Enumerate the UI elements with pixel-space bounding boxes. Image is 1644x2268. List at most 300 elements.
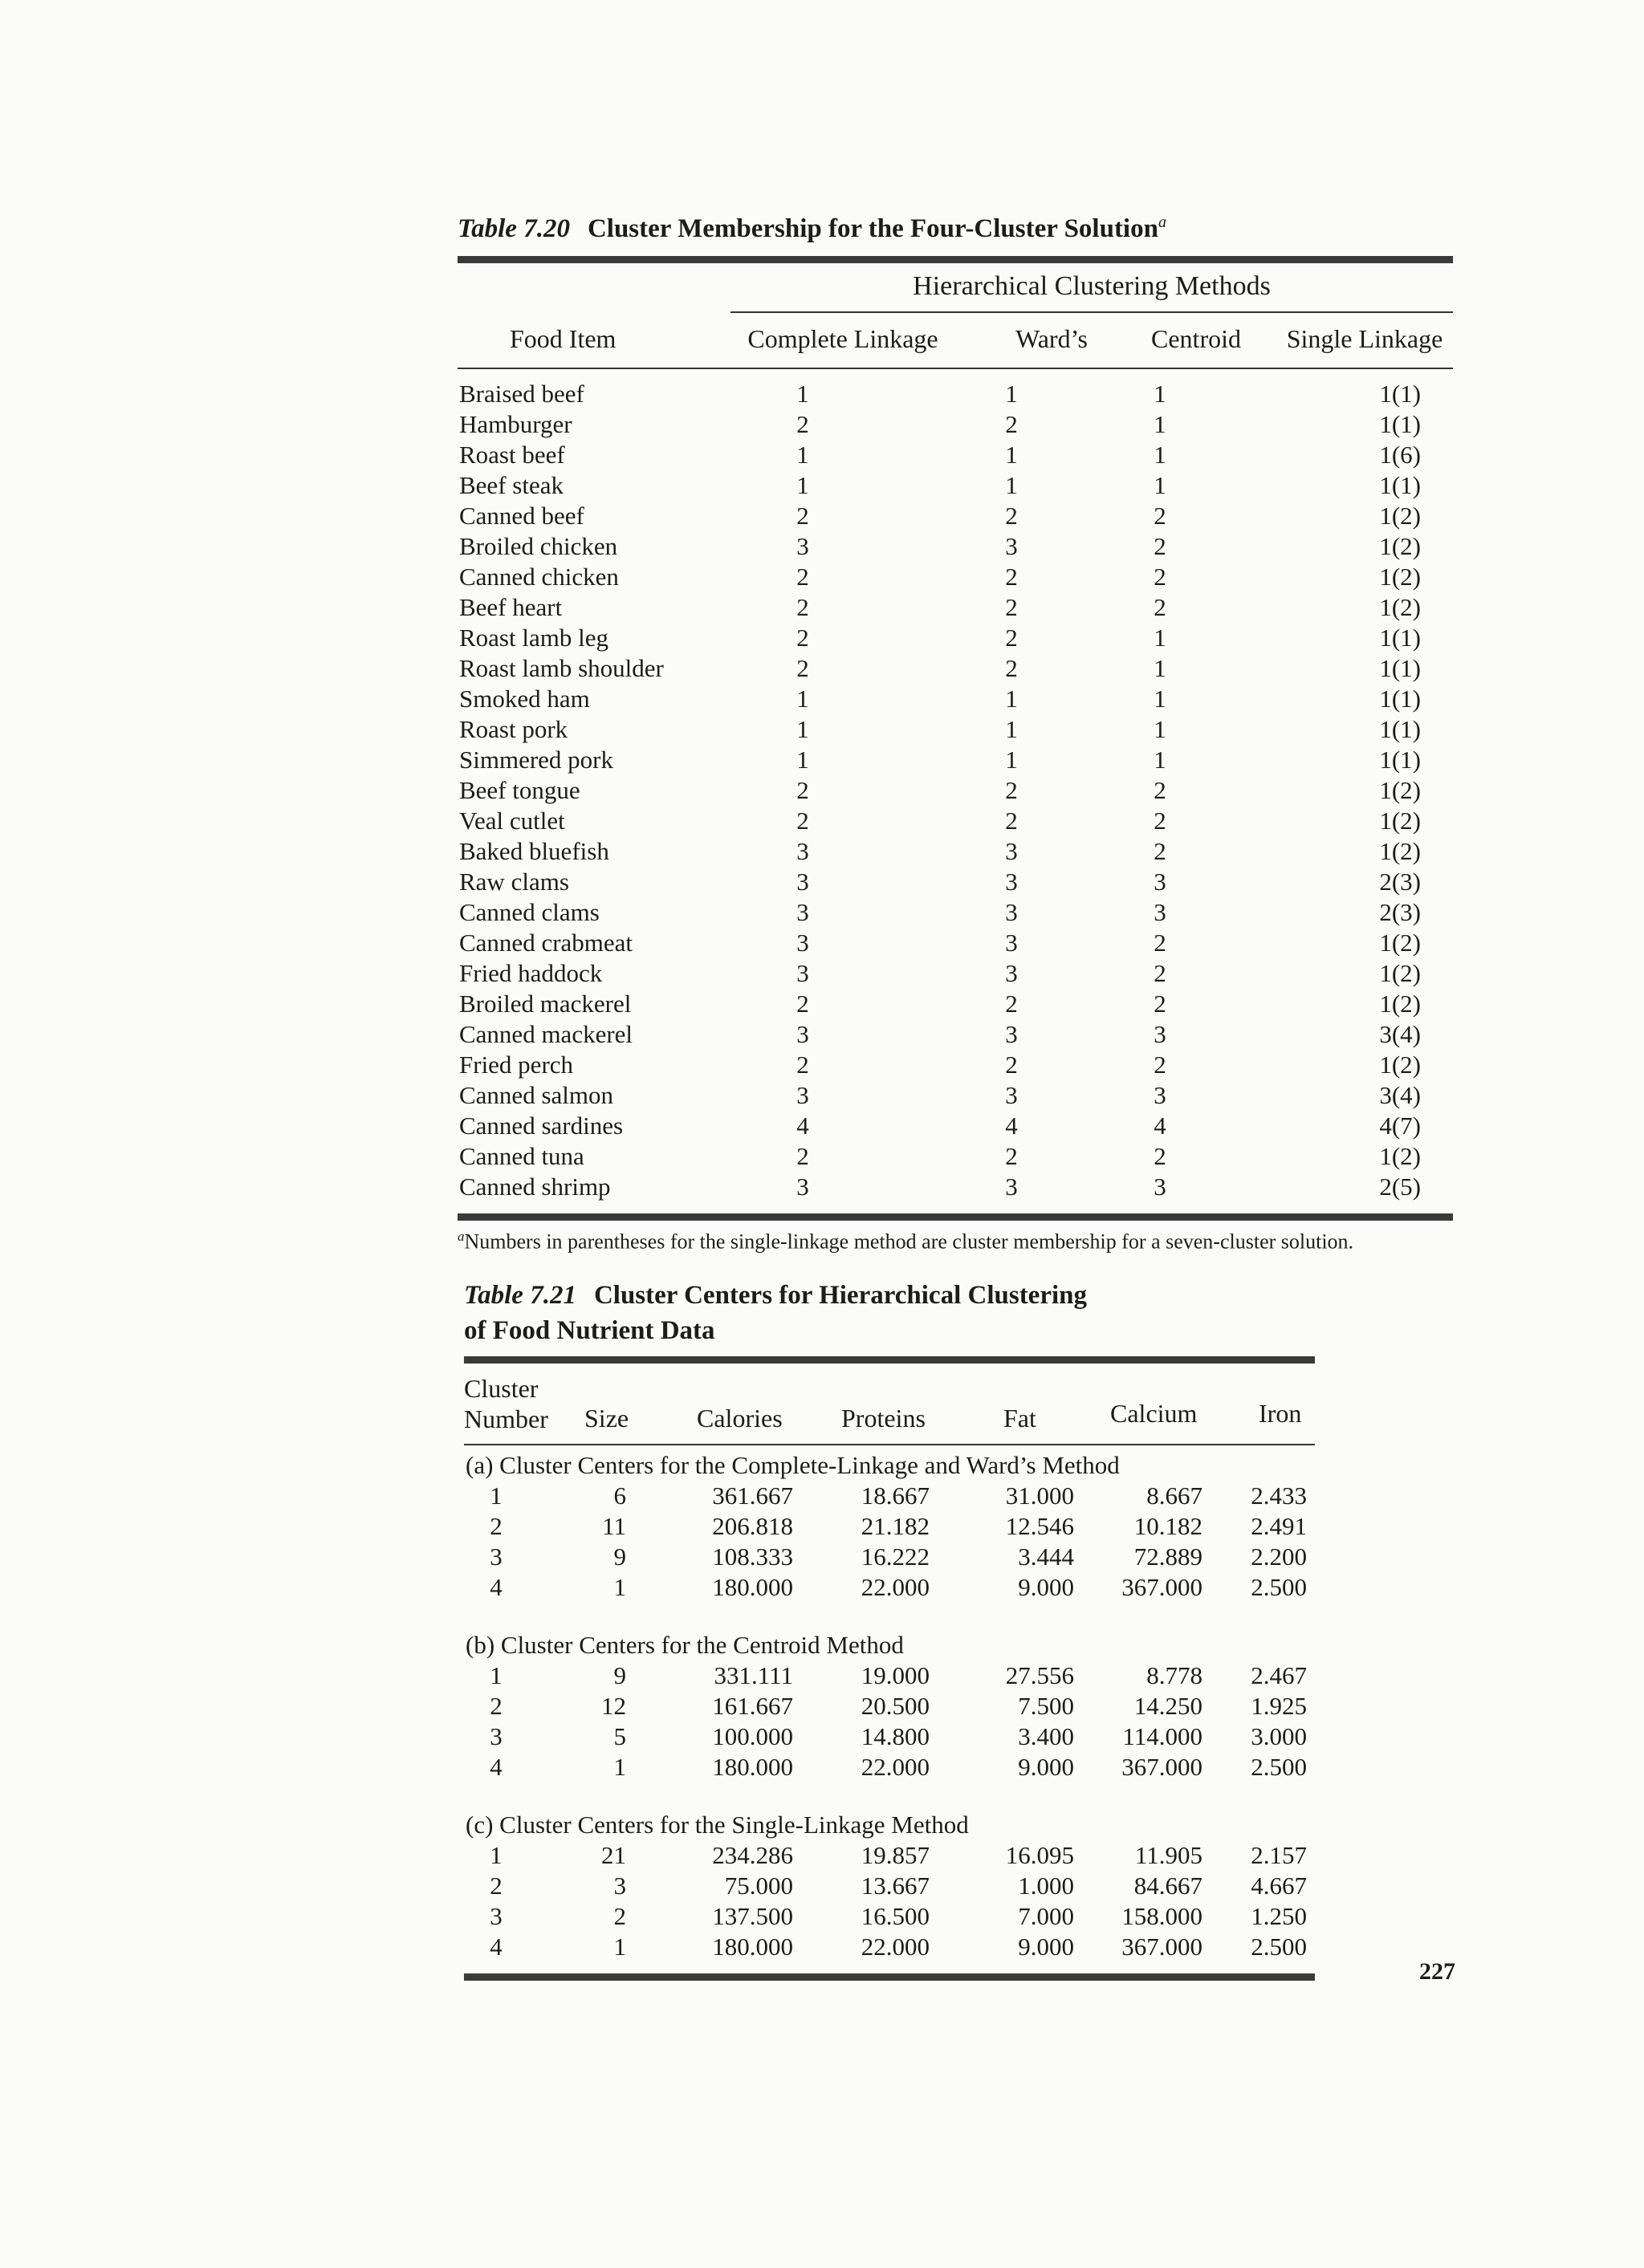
bottom-rule (458, 1213, 1453, 1221)
table-title-line-2: of Food Nutrient Data (464, 1316, 715, 1345)
table-body (464, 1450, 1315, 1962)
cell-calories: 180.000 (712, 1573, 793, 1601)
cell-centroid: 4 (1154, 1112, 1166, 1140)
cell-food-item: Beef tongue (459, 776, 580, 804)
table-row (458, 989, 1453, 1019)
table-row (458, 1141, 1453, 1172)
header-rule (458, 368, 1453, 369)
cell-single-linkage: 1(2) (1379, 959, 1421, 987)
cell-food-item: Canned mackerel (459, 1020, 633, 1048)
cell-single-linkage: 2(3) (1379, 868, 1421, 896)
cell-food-item: Smoked ham (459, 685, 590, 713)
cell-wards: 3 (1005, 959, 1018, 987)
cell-complete-linkage: 2 (796, 990, 809, 1018)
cell-cluster-number: 3 (490, 1902, 503, 1930)
table-row (458, 623, 1453, 653)
col-header-proteins: Proteins (841, 1404, 926, 1433)
cell-cluster-number: 1 (490, 1482, 503, 1510)
cell-fat: 31.000 (1005, 1482, 1074, 1510)
cell-fat: 3.400 (1018, 1722, 1074, 1750)
table-7-20 (458, 205, 1453, 1254)
cell-calcium: 11.905 (1134, 1841, 1202, 1869)
cell-wards: 1 (1005, 441, 1018, 469)
cell-single-linkage: 1(1) (1379, 624, 1421, 652)
cell-fat: 12.546 (1005, 1512, 1074, 1540)
cell-calcium: 367.000 (1121, 1933, 1202, 1961)
cell-single-linkage: 4(7) (1379, 1112, 1421, 1140)
table-row (458, 928, 1453, 958)
cell-fat: 9.000 (1018, 1573, 1074, 1601)
header-rule (464, 1444, 1315, 1445)
cell-calcium: 114.000 (1122, 1722, 1202, 1750)
cell-wards: 2 (1005, 410, 1018, 438)
table-row (458, 409, 1453, 440)
cell-cluster-number: 3 (490, 1722, 503, 1750)
cell-complete-linkage: 2 (796, 776, 809, 804)
col-header-fat: Fat (1003, 1404, 1036, 1433)
col-header-complete-linkage: Complete Linkage (747, 324, 938, 353)
table-row (464, 1511, 1315, 1542)
cell-complete-linkage: 3 (796, 898, 809, 926)
cell-centroid: 2 (1154, 593, 1166, 621)
table-row (458, 897, 1453, 928)
table-title: Cluster Membership for the Four-Cluster Solution (587, 214, 1158, 243)
cell-food-item: Roast lamb leg (459, 624, 608, 652)
table-row (458, 1050, 1453, 1080)
table-row (458, 531, 1453, 562)
cell-size: 9 (613, 1542, 626, 1571)
table-row (458, 440, 1453, 470)
cell-single-linkage: 1(2) (1379, 776, 1421, 804)
cell-wards: 1 (1005, 380, 1018, 408)
table-row (464, 1752, 1315, 1782)
table-row (464, 1721, 1315, 1752)
cell-proteins: 20.500 (861, 1692, 930, 1720)
cell-centroid: 1 (1154, 624, 1166, 652)
table-row (458, 592, 1453, 623)
cell-calories: 331.111 (714, 1661, 793, 1689)
col-header-cluster-number (464, 1373, 548, 1434)
cell-proteins: 19.857 (861, 1841, 930, 1869)
cell-centroid: 3 (1154, 1081, 1166, 1109)
cell-fat: 1.000 (1018, 1872, 1074, 1900)
cell-complete-linkage: 1 (796, 746, 809, 774)
cell-calories: 361.667 (712, 1482, 793, 1510)
table-row (458, 684, 1453, 714)
table-number: Table 7.20 (458, 214, 570, 243)
table-row (464, 1691, 1315, 1721)
cell-centroid: 2 (1154, 990, 1166, 1018)
cell-food-item: Roast beef (459, 441, 565, 469)
table-row (458, 379, 1453, 409)
cell-food-item: Simmered pork (459, 746, 613, 774)
cell-centroid: 2 (1154, 1051, 1166, 1079)
cell-calcium: 8.778 (1146, 1661, 1202, 1689)
cell-single-linkage: 1(2) (1379, 807, 1421, 835)
top-rule (464, 1356, 1315, 1364)
cell-proteins: 16.222 (861, 1542, 930, 1571)
cell-size: 1 (613, 1753, 626, 1781)
cell-fat: 9.000 (1018, 1753, 1074, 1781)
top-rule (458, 256, 1453, 263)
cell-complete-linkage: 2 (796, 1142, 809, 1170)
cell-wards: 3 (1005, 868, 1018, 896)
table-footnote (458, 1229, 1453, 1254)
cell-complete-linkage: 3 (796, 532, 809, 560)
cell-calcium: 72.889 (1133, 1542, 1202, 1571)
table-row (464, 1932, 1315, 1962)
cell-iron: 2.467 (1251, 1661, 1307, 1689)
cell-cluster-number: 1 (490, 1661, 503, 1689)
cell-complete-linkage: 2 (796, 502, 809, 530)
cell-calories: 234.286 (712, 1841, 793, 1869)
cell-centroid: 2 (1154, 502, 1166, 530)
cell-complete-linkage: 2 (796, 410, 809, 438)
cell-calcium: 367.000 (1121, 1753, 1202, 1781)
cell-centroid: 2 (1154, 532, 1166, 560)
cell-centroid: 3 (1154, 1173, 1166, 1201)
bottom-rule (464, 1973, 1315, 1981)
col-header-food-item: Food Item (510, 324, 616, 353)
column-headers (464, 1364, 1315, 1444)
table-row (458, 1172, 1453, 1202)
cell-centroid: 1 (1154, 441, 1166, 469)
cell-complete-linkage: 2 (796, 807, 809, 835)
cell-food-item: Beef steak (459, 471, 564, 499)
cell-fat: 16.095 (1005, 1841, 1074, 1869)
col-header-calcium: Calcium (1110, 1399, 1198, 1428)
cell-complete-linkage: 1 (796, 471, 809, 499)
cluster-section (464, 1630, 1315, 1782)
table-row (458, 653, 1453, 684)
cell-cluster-number: 2 (490, 1872, 503, 1900)
table-row (464, 1660, 1315, 1691)
cell-complete-linkage: 1 (796, 685, 809, 713)
table-row (458, 470, 1453, 501)
cell-fat: 3.444 (1018, 1542, 1074, 1571)
cell-calories: 180.000 (712, 1933, 793, 1961)
cell-iron: 2.200 (1251, 1542, 1307, 1571)
cell-iron: 3.000 (1251, 1722, 1307, 1750)
col-header-wards: Ward’s (1015, 324, 1088, 353)
cell-single-linkage: 1(2) (1379, 593, 1421, 621)
page-number: 227 (1419, 1958, 1455, 1985)
cell-single-linkage: 2(5) (1379, 1173, 1421, 1201)
cell-centroid: 1 (1154, 380, 1166, 408)
cell-fat: 27.556 (1005, 1661, 1074, 1689)
cell-wards: 3 (1005, 1173, 1018, 1201)
cell-centroid: 3 (1154, 898, 1166, 926)
cell-centroid: 1 (1154, 654, 1166, 682)
col-header-centroid: Centroid (1151, 324, 1241, 353)
table-row (458, 775, 1453, 806)
cell-complete-linkage: 3 (796, 1173, 809, 1201)
cell-iron: 2.500 (1251, 1933, 1307, 1961)
cell-centroid: 2 (1154, 807, 1166, 835)
col-header-cluster-line-2: Number (464, 1404, 548, 1433)
table-number: Table 7.21 (464, 1281, 576, 1310)
cell-calories: 100.000 (712, 1722, 793, 1750)
table-7-21-caption (464, 1278, 1315, 1348)
cell-single-linkage: 1(2) (1379, 1051, 1421, 1079)
cell-iron: 2.500 (1251, 1753, 1307, 1781)
cell-complete-linkage: 2 (796, 654, 809, 682)
cell-cluster-number: 3 (490, 1542, 503, 1571)
table-row (458, 1019, 1453, 1050)
footnote-marker: a (458, 1229, 465, 1244)
cell-complete-linkage: 3 (796, 1020, 809, 1048)
table-row (464, 1871, 1315, 1901)
cell-wards: 2 (1005, 1051, 1018, 1079)
cell-centroid: 2 (1154, 1142, 1166, 1170)
footnote-marker: a (1158, 213, 1166, 231)
col-header-single-linkage: Single Linkage (1286, 324, 1443, 353)
cell-centroid: 1 (1154, 685, 1166, 713)
cell-iron: 4.667 (1251, 1872, 1307, 1900)
cell-food-item: Canned crabmeat (459, 929, 633, 957)
cell-calories: 206.818 (712, 1512, 793, 1540)
cell-wards: 2 (1005, 1142, 1018, 1170)
cell-centroid: 3 (1154, 1020, 1166, 1048)
table-row (458, 1080, 1453, 1111)
cell-single-linkage: 3(4) (1379, 1081, 1421, 1109)
cell-calcium: 8.667 (1146, 1482, 1202, 1510)
cell-single-linkage: 1(6) (1379, 441, 1421, 469)
cell-calories: 161.667 (712, 1692, 793, 1720)
cell-complete-linkage: 1 (796, 715, 809, 743)
cell-wards: 3 (1005, 532, 1018, 560)
table-row (464, 1901, 1315, 1932)
cell-food-item: Roast pork (459, 715, 568, 743)
cell-complete-linkage: 2 (796, 563, 809, 591)
cell-wards: 1 (1005, 685, 1018, 713)
cell-proteins: 18.667 (861, 1482, 930, 1510)
cell-single-linkage: 1(1) (1379, 746, 1421, 774)
cell-single-linkage: 1(2) (1379, 1142, 1421, 1170)
table-7-20-caption (458, 205, 1453, 246)
cell-food-item: Canned chicken (459, 563, 619, 591)
cell-proteins: 16.500 (861, 1902, 930, 1930)
table-row (458, 867, 1453, 897)
cell-single-linkage: 1(1) (1379, 380, 1421, 408)
cell-centroid: 1 (1154, 715, 1166, 743)
cell-single-linkage: 1(1) (1379, 654, 1421, 682)
cell-food-item: Canned tuna (459, 1142, 584, 1170)
cell-iron: 2.157 (1251, 1841, 1307, 1869)
cell-wards: 1 (1005, 746, 1018, 774)
col-header-size: Size (584, 1404, 629, 1433)
cell-calcium: 84.667 (1133, 1872, 1202, 1900)
cell-calories: 180.000 (712, 1753, 793, 1781)
table-row (458, 958, 1453, 989)
cell-size: 21 (601, 1841, 626, 1869)
table-row (464, 1572, 1315, 1603)
cell-complete-linkage: 3 (796, 1081, 809, 1109)
cell-complete-linkage: 3 (796, 959, 809, 987)
cell-iron: 2.500 (1251, 1573, 1307, 1601)
cell-fat: 9.000 (1018, 1933, 1074, 1961)
cell-centroid: 1 (1154, 410, 1166, 438)
cell-size: 1 (613, 1573, 626, 1601)
cell-food-item: Canned clams (459, 898, 600, 926)
cell-size: 6 (613, 1482, 626, 1510)
cell-size: 1 (613, 1933, 626, 1961)
cell-food-item: Veal cutlet (459, 807, 565, 835)
cell-calcium: 14.250 (1133, 1692, 1202, 1720)
cell-wards: 3 (1005, 898, 1018, 926)
cell-complete-linkage: 3 (796, 837, 809, 865)
section-title: (b) Cluster Centers for the Centroid Method (466, 1631, 904, 1659)
cell-proteins: 13.667 (861, 1872, 930, 1900)
table-row (458, 745, 1453, 775)
cell-complete-linkage: 2 (796, 624, 809, 652)
cell-centroid: 1 (1154, 471, 1166, 499)
cell-cluster-number: 2 (490, 1692, 503, 1720)
cell-centroid: 2 (1154, 959, 1166, 987)
cell-single-linkage: 1(1) (1379, 685, 1421, 713)
cell-proteins: 21.182 (861, 1512, 930, 1540)
cell-size: 5 (613, 1722, 626, 1750)
cell-proteins: 14.800 (861, 1722, 930, 1750)
table-row (458, 1111, 1453, 1141)
cell-wards: 4 (1005, 1112, 1018, 1140)
cell-wards: 2 (1005, 593, 1018, 621)
col-header-iron: Iron (1259, 1399, 1302, 1428)
cell-complete-linkage: 2 (796, 1051, 809, 1079)
cell-wards: 1 (1005, 471, 1018, 499)
cell-food-item: Canned salmon (459, 1081, 613, 1109)
cell-cluster-number: 4 (490, 1933, 503, 1961)
section-title: (a) Cluster Centers for the Complete-Linkage and Ward’s Method (466, 1451, 1120, 1479)
cell-calcium: 158.000 (1121, 1902, 1202, 1930)
cell-wards: 2 (1005, 654, 1018, 682)
cell-single-linkage: 2(3) (1379, 898, 1421, 926)
col-header-calories: Calories (697, 1404, 783, 1433)
cell-single-linkage: 1(1) (1379, 715, 1421, 743)
cell-cluster-number: 4 (490, 1573, 503, 1601)
cell-wards: 3 (1005, 1081, 1018, 1109)
cell-single-linkage: 1(2) (1379, 532, 1421, 560)
cell-proteins: 22.000 (861, 1573, 930, 1601)
cell-single-linkage: 3(4) (1379, 1020, 1421, 1048)
table-row (458, 836, 1453, 867)
cell-complete-linkage: 2 (796, 593, 809, 621)
cell-centroid: 2 (1154, 563, 1166, 591)
table-row (464, 1481, 1315, 1511)
cell-food-item: Braised beef (459, 380, 584, 408)
cell-wards: 2 (1005, 990, 1018, 1018)
cell-wards: 3 (1005, 837, 1018, 865)
cell-iron: 1.250 (1251, 1902, 1307, 1930)
table-row (458, 806, 1453, 836)
footnote-text: Numbers in parentheses for the single-linkage method are cluster membership for a seven-cluster solution. (464, 1230, 1354, 1254)
table-row (458, 501, 1453, 531)
cell-complete-linkage: 4 (796, 1112, 809, 1140)
cell-wards: 1 (1005, 715, 1018, 743)
section-gap (464, 1603, 1315, 1625)
table-row (458, 714, 1453, 745)
cell-wards: 3 (1005, 1020, 1018, 1048)
cell-food-item: Hamburger (459, 410, 572, 438)
cell-calcium: 367.000 (1121, 1573, 1202, 1601)
cell-single-linkage: 1(2) (1379, 502, 1421, 530)
cell-food-item: Beef heart (459, 593, 563, 621)
cell-wards: 2 (1005, 776, 1018, 804)
cell-food-item: Broiled mackerel (459, 990, 632, 1018)
cell-food-item: Raw clams (459, 868, 569, 896)
cell-centroid: 3 (1154, 868, 1166, 896)
cell-wards: 2 (1005, 563, 1018, 591)
table-title-line-1: Cluster Centers for Hierarchical Clustering (593, 1281, 1087, 1310)
table-row (458, 562, 1453, 592)
cell-proteins: 22.000 (861, 1753, 930, 1781)
table-7-21 (464, 1278, 1315, 1981)
cell-wards: 3 (1005, 929, 1018, 957)
cell-complete-linkage: 3 (796, 929, 809, 957)
cell-size: 2 (613, 1902, 626, 1930)
cell-food-item: Canned sardines (459, 1112, 624, 1140)
section-title: (c) Cluster Centers for the Single-Linkage Method (466, 1811, 969, 1839)
cell-calories: 75.000 (724, 1872, 793, 1900)
cell-single-linkage: 1(1) (1379, 410, 1421, 438)
table-row (464, 1542, 1315, 1572)
section-gap (464, 1782, 1315, 1805)
cell-food-item: Roast lamb shoulder (459, 654, 664, 682)
cell-centroid: 2 (1154, 837, 1166, 865)
cell-size: 12 (601, 1692, 626, 1720)
cell-calcium: 10.182 (1133, 1512, 1202, 1540)
cell-food-item: Fried perch (459, 1051, 574, 1079)
cell-single-linkage: 1(2) (1379, 990, 1421, 1018)
cell-cluster-number: 1 (490, 1841, 503, 1869)
cell-cluster-number: 4 (490, 1753, 503, 1781)
cell-iron: 2.491 (1251, 1512, 1307, 1540)
table-row (464, 1840, 1315, 1871)
cell-centroid: 1 (1154, 746, 1166, 774)
cell-food-item: Baked bluefish (459, 837, 609, 865)
cell-single-linkage: 1(2) (1379, 563, 1421, 591)
cell-single-linkage: 1(2) (1379, 837, 1421, 865)
cell-complete-linkage: 3 (796, 868, 809, 896)
table-body (458, 379, 1453, 1202)
cell-wards: 2 (1005, 807, 1018, 835)
col-header-cluster-line-1: Cluster (464, 1374, 539, 1403)
cell-complete-linkage: 1 (796, 441, 809, 469)
cell-food-item: Canned shrimp (459, 1173, 611, 1201)
cluster-section (464, 1810, 1315, 1962)
group-header (458, 263, 1453, 313)
cell-centroid: 2 (1154, 929, 1166, 957)
cell-proteins: 19.000 (861, 1661, 930, 1689)
cell-cluster-number: 2 (490, 1512, 503, 1540)
cell-food-item: Fried haddock (459, 959, 603, 987)
cell-proteins: 22.000 (861, 1933, 930, 1961)
cell-calories: 108.333 (712, 1542, 793, 1571)
cell-calories: 137.500 (712, 1902, 793, 1930)
cell-complete-linkage: 1 (796, 380, 809, 408)
column-headers (458, 313, 1453, 368)
cell-size: 9 (613, 1661, 626, 1689)
cell-single-linkage: 1(1) (1379, 471, 1421, 499)
cell-wards: 2 (1005, 624, 1018, 652)
cell-food-item: Canned beef (459, 502, 584, 530)
group-header-title: Hierarchical Clustering Methods (913, 271, 1271, 301)
cell-wards: 2 (1005, 502, 1018, 530)
cell-fat: 7.000 (1018, 1902, 1074, 1930)
cell-centroid: 2 (1154, 776, 1166, 804)
cell-iron: 1.925 (1251, 1692, 1307, 1720)
cell-food-item: Broiled chicken (459, 532, 618, 560)
